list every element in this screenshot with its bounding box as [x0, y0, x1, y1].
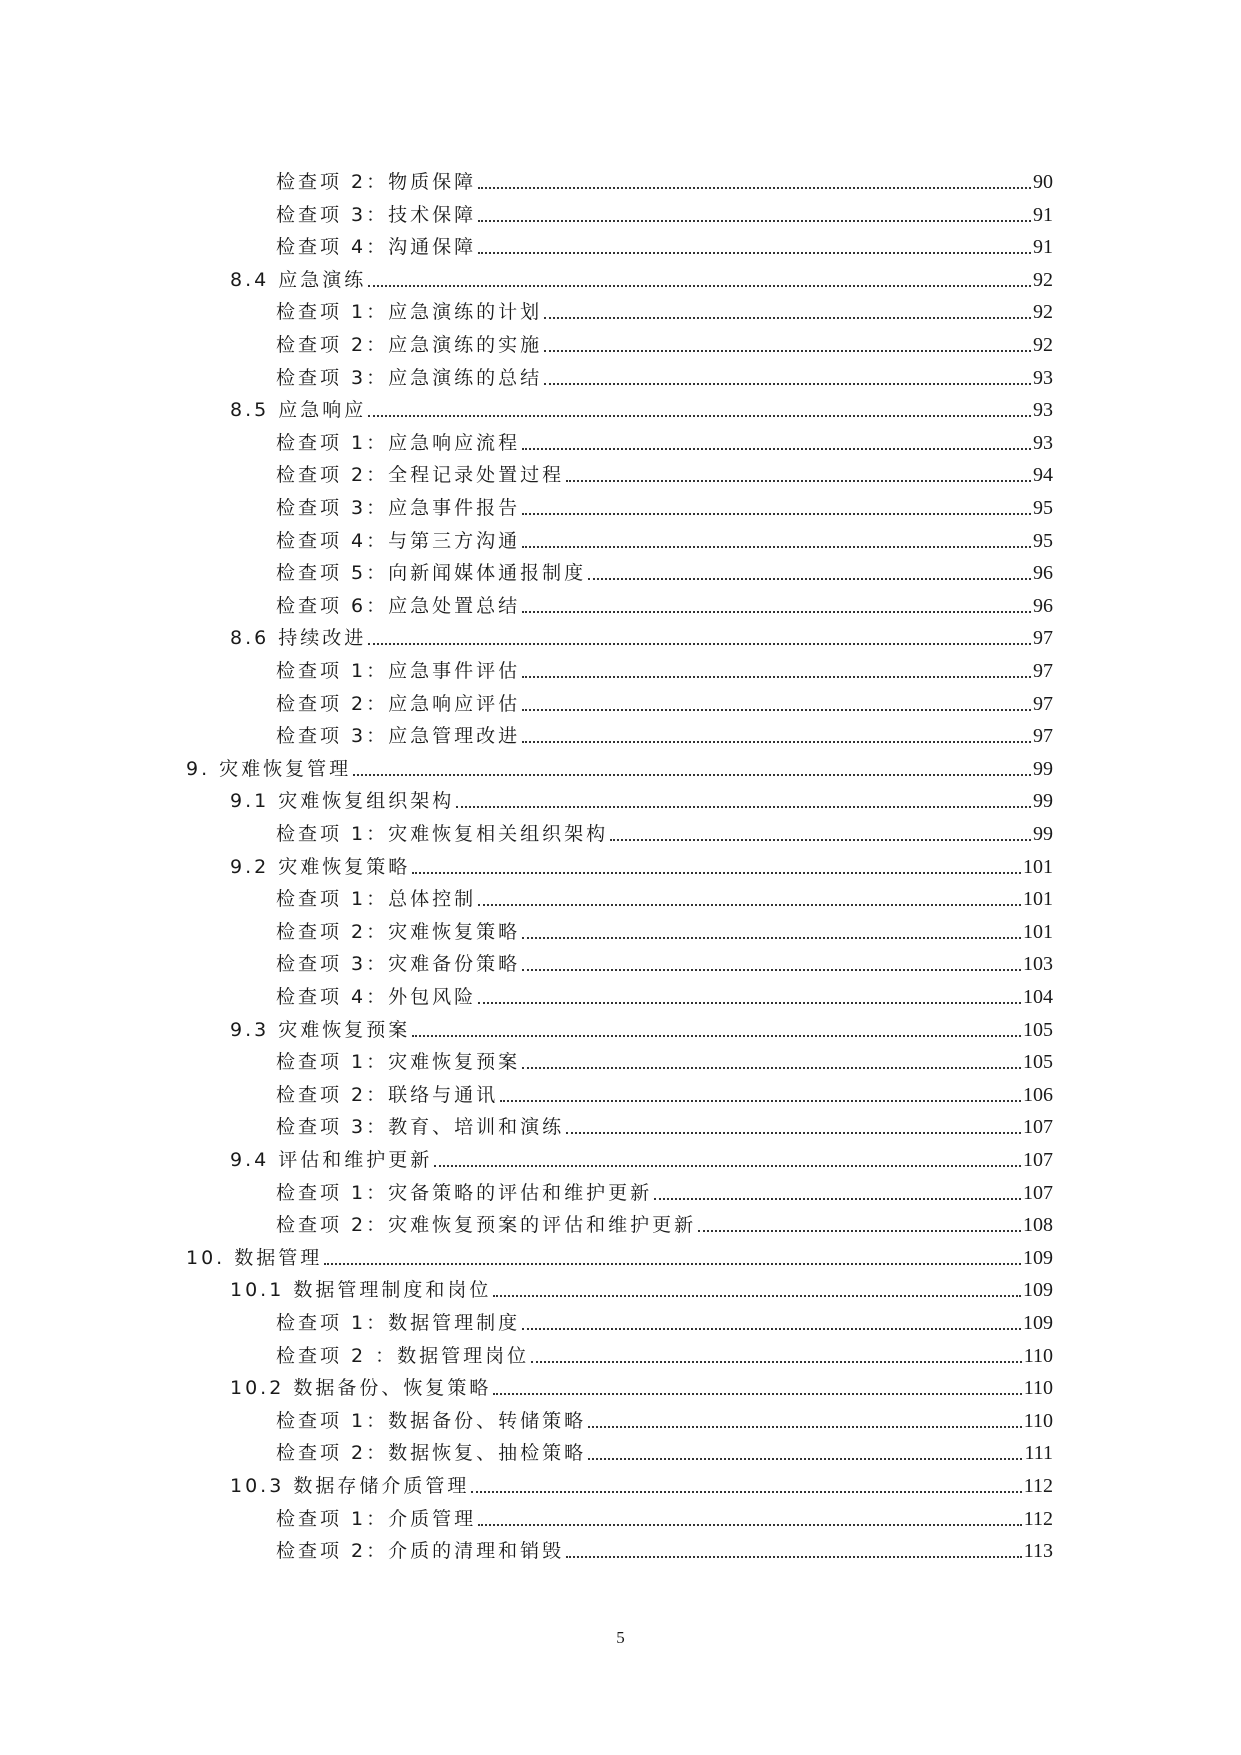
toc-entry-title: 检查项 5：向新闻媒体通报制度 [276, 562, 587, 585]
toc-entry[interactable] [186, 751, 1053, 781]
toc-entry[interactable] [276, 686, 1053, 716]
toc-entry-title: 10.3 数据存储介质管理 [230, 1475, 470, 1497]
toc-dot-leader [566, 1132, 1021, 1134]
toc-entry-title: 检查项 3：应急管理改进 [276, 725, 521, 748]
toc-entry[interactable] [276, 555, 1053, 585]
toc-entry-page-number: 111 [1024, 1442, 1053, 1465]
toc-dot-leader [522, 1067, 1021, 1069]
toc-entry-page-number: 99 [1033, 790, 1053, 813]
toc-dot-leader [522, 937, 1021, 939]
toc-dot-leader [522, 741, 1031, 743]
toc-dot-leader [588, 1458, 1022, 1460]
toc-entry-title: 检查项 3：教育、培训和演练 [276, 1116, 565, 1139]
toc-entry[interactable] [230, 1370, 1053, 1400]
toc-dot-leader [566, 480, 1031, 482]
toc-dot-leader [412, 872, 1021, 874]
toc-dot-leader [456, 806, 1031, 808]
toc-dot-leader [544, 383, 1031, 385]
toc-dot-leader [412, 1035, 1021, 1037]
toc-entry-page-number: 95 [1033, 529, 1053, 552]
toc-entry-title: 检查项 4：沟通保障 [276, 236, 477, 259]
toc-dot-leader [353, 774, 1031, 776]
toc-dot-leader [654, 1198, 1021, 1200]
toc-entry[interactable] [276, 1207, 1053, 1237]
toc-entry-title: 9.1 灾难恢复组织架构 [230, 790, 455, 813]
toc-entry[interactable] [276, 1077, 1053, 1107]
toc-entry-page-number: 94 [1033, 464, 1053, 487]
toc-entry-title: 10.2 数据备份、恢复策略 [230, 1377, 492, 1400]
toc-dot-leader [566, 1556, 1022, 1558]
toc-entry-page-number: 108 [1023, 1214, 1053, 1237]
toc-entry-page-number: 112 [1023, 1475, 1053, 1497]
toc-entry[interactable] [276, 881, 1053, 911]
toc-entry-title: 检查项 1：数据管理制度 [276, 1312, 521, 1334]
toc-entry-page-number: 110 [1023, 1344, 1053, 1367]
toc-dot-leader [478, 1524, 1022, 1526]
toc-entry-title: 检查项 1：数据备份、转储策略 [276, 1409, 587, 1432]
toc-entry[interactable] [276, 1403, 1053, 1433]
toc-entry[interactable] [276, 1338, 1053, 1368]
toc-entry[interactable] [276, 1501, 1053, 1531]
toc-dot-leader [610, 839, 1031, 841]
toc-entry-title: 9.4 评估和维护更新 [230, 1149, 433, 1171]
toc-entry-page-number: 112 [1023, 1507, 1053, 1530]
toc-entry-title: 检查项 2：全程记录处置过程 [276, 464, 565, 487]
toc-entry-title: 8.4 应急演练 [230, 268, 367, 291]
toc-entry-title: 检查项 1：灾难恢复相关组织架构 [276, 823, 609, 845]
toc-entry[interactable] [276, 327, 1053, 357]
toc-dot-leader [471, 1491, 1021, 1493]
toc-entry-title: 检查项 2：应急演练的实施 [276, 334, 543, 356]
toc-dot-leader [522, 1328, 1021, 1330]
toc-dot-leader [522, 611, 1031, 613]
toc-entry[interactable] [276, 653, 1053, 683]
toc-entry-page-number: 101 [1023, 855, 1053, 878]
toc-entry-page-number: 106 [1023, 1083, 1053, 1106]
toc-dot-leader [522, 676, 1031, 678]
toc-entry-page-number: 91 [1033, 236, 1053, 259]
toc-dot-leader [531, 1361, 1022, 1363]
toc-entry[interactable] [276, 914, 1053, 944]
toc-entry-page-number: 101 [1023, 888, 1053, 911]
toc-dot-leader [588, 578, 1031, 580]
toc-dot-leader [434, 1165, 1021, 1167]
toc-dot-leader [368, 285, 1031, 287]
toc-entry[interactable] [276, 457, 1053, 487]
toc-dot-leader [544, 317, 1031, 319]
toc-entry-page-number: 99 [1033, 757, 1053, 780]
toc-entry[interactable] [276, 490, 1053, 520]
toc-entry[interactable] [276, 425, 1053, 455]
toc-dot-leader [478, 1002, 1021, 1004]
toc-entry[interactable] [230, 392, 1053, 422]
toc-entry-title: 检查项 1：应急响应流程 [276, 431, 521, 454]
toc-dot-leader [522, 709, 1031, 711]
toc-entry-page-number: 92 [1033, 268, 1053, 291]
toc-entry-title: 检查项 4：与第三方沟通 [276, 529, 521, 552]
toc-entry[interactable] [276, 229, 1053, 259]
toc-dot-leader [368, 643, 1031, 645]
toc-entry-page-number: 107 [1023, 1149, 1053, 1171]
toc-entry-page-number: 90 [1033, 171, 1053, 193]
toc-entry[interactable] [230, 1468, 1053, 1498]
toc-dot-leader [544, 350, 1031, 352]
toc-entry-title: 检查项 2：灾难恢复预案的评估和维护更新 [276, 1214, 697, 1237]
toc-entry-title: 检查项 1：介质管理 [276, 1507, 477, 1530]
toc-entry-title: 10.1 数据管理制度和岗位 [230, 1279, 492, 1302]
toc-entry-title: 检查项 1：灾备策略的评估和维护更新 [276, 1181, 653, 1204]
toc-entry[interactable] [276, 294, 1053, 324]
toc-entry[interactable] [276, 164, 1053, 194]
toc-dot-leader [368, 415, 1031, 417]
toc-entry[interactable] [276, 1533, 1053, 1563]
toc-entry-title: 检查项 3：应急事件报告 [276, 497, 521, 519]
toc-dot-leader [698, 1230, 1021, 1232]
toc-entry-page-number: 109 [1023, 1246, 1053, 1269]
toc-entry[interactable] [230, 1142, 1053, 1172]
page-number: 5 [616, 1628, 625, 1647]
toc-dot-leader [478, 187, 1031, 189]
toc-entry[interactable] [276, 523, 1053, 553]
toc-entry-page-number: 91 [1033, 203, 1053, 226]
toc-entry-page-number: 92 [1033, 301, 1053, 324]
toc-entry-title: 检查项 2：灾难恢复策略 [276, 920, 521, 943]
toc-entry-title: 检查项 2：应急响应评估 [276, 692, 521, 715]
toc-dot-leader [324, 1263, 1021, 1265]
toc-dot-leader [522, 448, 1031, 450]
toc-entry-title: 检查项 6：应急处置总结 [276, 594, 521, 617]
toc-entry-page-number: 109 [1023, 1312, 1053, 1334]
toc-dot-leader [493, 1295, 1021, 1297]
toc-entry[interactable] [276, 197, 1053, 227]
toc-entry-title: 检查项 1：应急演练的计划 [276, 301, 543, 324]
toc-entry[interactable] [276, 1305, 1053, 1335]
toc-entry-title: 检查项 3：灾难备份策略 [276, 953, 521, 976]
toc-entry-title: 检查项 2：联络与通讯 [276, 1083, 499, 1106]
toc-entry-page-number: 97 [1033, 725, 1053, 748]
toc-entry-title: 10. 数据管理 [186, 1246, 323, 1269]
toc-entry-title: 检查项 2：介质的清理和销毁 [276, 1540, 565, 1563]
toc-entry-title: 9.2 灾难恢复策略 [230, 855, 411, 878]
toc-dot-leader [478, 252, 1031, 254]
toc-entry-title: 检查项 1：总体控制 [276, 888, 477, 911]
toc-entry[interactable] [276, 946, 1053, 976]
toc-entry-page-number: 101 [1023, 920, 1053, 943]
toc-entry-page-number: 96 [1033, 562, 1053, 585]
toc-entry-title: 检查项 2：数据恢复、抽检策略 [276, 1442, 587, 1465]
toc-entry-title: 检查项 2：物质保障 [276, 171, 477, 193]
toc-entry-page-number: 97 [1033, 627, 1053, 650]
toc-entry[interactable] [276, 588, 1053, 618]
toc-entry-title: 9. 灾难恢复管理 [186, 757, 352, 780]
toc-entry-page-number: 95 [1033, 497, 1053, 519]
toc-entry[interactable] [276, 1175, 1053, 1205]
toc-entry[interactable] [230, 1272, 1053, 1302]
toc-entry-page-number: 92 [1033, 334, 1053, 356]
toc-entry-page-number: 93 [1033, 366, 1053, 389]
toc-entry-page-number: 97 [1033, 692, 1053, 715]
toc-entry[interactable] [186, 1240, 1053, 1270]
toc-entry-title: 检查项 3：技术保障 [276, 203, 477, 226]
toc-entry-page-number: 113 [1023, 1540, 1053, 1563]
toc-entry-page-number: 99 [1033, 823, 1053, 845]
toc-entry[interactable] [276, 1044, 1053, 1074]
toc-entry-title: 检查项 2 ：数据管理岗位 [276, 1344, 530, 1367]
toc-entry-page-number: 107 [1023, 1116, 1053, 1139]
toc-entry-page-number: 110 [1023, 1409, 1053, 1432]
toc-entry-page-number: 96 [1033, 594, 1053, 617]
toc-entry-title: 检查项 1：灾难恢复预案 [276, 1051, 521, 1074]
toc-entry[interactable] [276, 360, 1053, 390]
toc-entry-page-number: 107 [1023, 1181, 1053, 1204]
toc-entry-page-number: 93 [1033, 431, 1053, 454]
toc-dot-leader [588, 1426, 1022, 1428]
toc-entry[interactable] [230, 849, 1053, 879]
toc-entry-page-number: 103 [1023, 953, 1053, 976]
toc-entry-title: 检查项 3：应急演练的总结 [276, 366, 543, 389]
toc-dot-leader [522, 969, 1021, 971]
toc-entry[interactable] [276, 979, 1053, 1009]
toc-dot-leader [500, 1100, 1021, 1102]
toc-entry-page-number: 105 [1023, 1051, 1053, 1074]
toc-entry[interactable] [276, 816, 1053, 846]
toc-entry-page-number: 97 [1033, 660, 1053, 682]
toc-entry[interactable] [276, 718, 1053, 748]
toc-entry-title: 8.6 持续改进 [230, 627, 367, 650]
toc-entry[interactable] [230, 262, 1053, 292]
toc-dot-leader [478, 904, 1021, 906]
toc-entry-page-number: 93 [1033, 399, 1053, 422]
toc-entry-page-number: 110 [1023, 1377, 1053, 1400]
toc-dot-leader [522, 546, 1031, 548]
toc-entry-page-number: 109 [1023, 1279, 1053, 1302]
toc-dot-leader [522, 513, 1031, 515]
toc-entry-title: 8.5 应急响应 [230, 399, 367, 422]
toc-dot-leader [478, 220, 1031, 222]
toc-entry[interactable] [276, 1109, 1053, 1139]
toc-entry-page-number: 104 [1023, 986, 1053, 1008]
toc-entry[interactable] [230, 1012, 1053, 1042]
toc-entry-title: 检查项 4：外包风险 [276, 986, 477, 1008]
toc-entry[interactable] [276, 1435, 1053, 1465]
toc-entry-title: 检查项 1：应急事件评估 [276, 660, 521, 682]
toc-entry[interactable] [230, 620, 1053, 650]
toc-entry-page-number: 105 [1023, 1018, 1053, 1041]
toc-dot-leader [493, 1393, 1021, 1395]
toc-entry[interactable] [230, 783, 1053, 813]
toc-entry-title: 9.3 灾难恢复预案 [230, 1018, 411, 1041]
